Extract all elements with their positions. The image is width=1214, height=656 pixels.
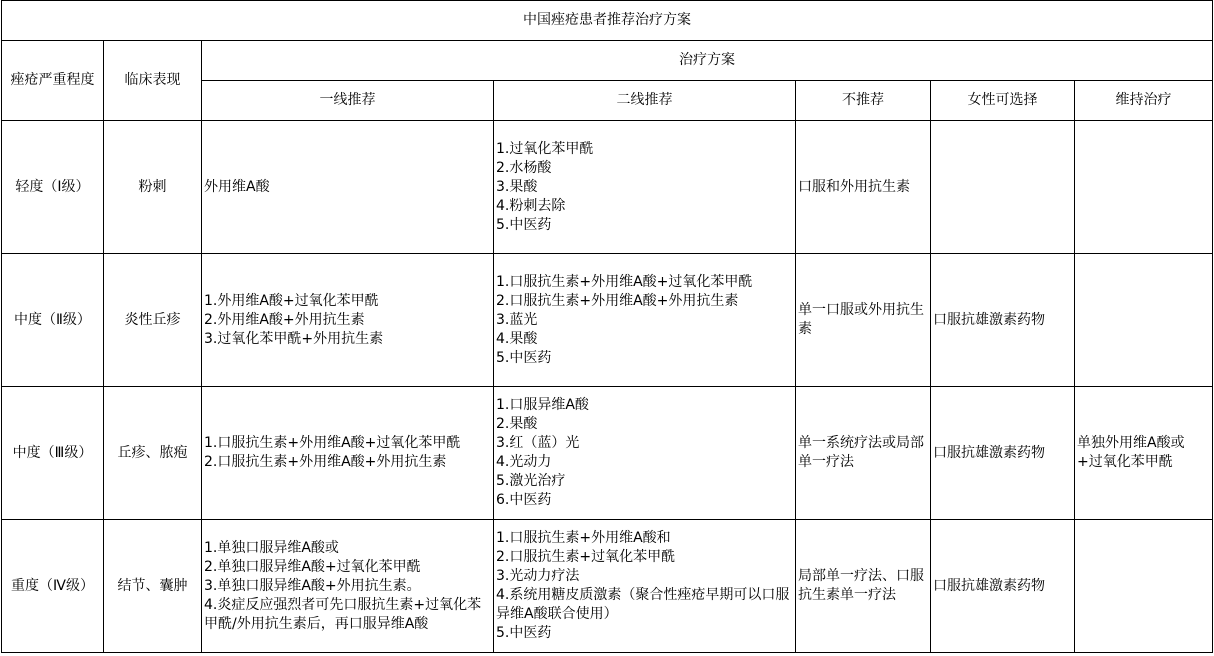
cell-text: 单一系统疗法或局部单一疗法	[798, 435, 924, 470]
list-item: 3.红（蓝）光	[496, 435, 580, 451]
female-option-cell	[931, 387, 1075, 520]
list-item: 3.蓝光	[496, 311, 538, 328]
first-line-cell	[202, 121, 494, 254]
table-row	[2, 254, 1213, 387]
cell-text: 口服抗雄激素药物	[933, 577, 1045, 594]
header-treatment: 治疗方案	[202, 41, 1213, 81]
clinical-cell: 炎性丘疹	[104, 254, 202, 387]
maintenance-cell	[1075, 121, 1213, 254]
list-item: 2.外用维A酸+外用抗生素	[204, 311, 365, 328]
female-option-cell	[931, 520, 1075, 653]
second-line-cell	[494, 387, 796, 520]
list-item: 6.中医药	[496, 492, 552, 508]
list-item: 外用维A酸	[204, 178, 270, 195]
list-item: 4.粉刺去除	[496, 197, 566, 214]
list-item: 3.果酸	[496, 178, 538, 195]
not-recommended-cell	[796, 520, 931, 653]
table-row	[2, 121, 1213, 254]
table-title: 中国痤疮患者推荐治疗方案	[2, 1, 1213, 41]
not-recommended-cell	[796, 121, 931, 254]
not-recommended-cell	[796, 254, 931, 387]
list-item: 3.过氧化苯甲酰+外用抗生素	[204, 330, 384, 347]
list-item: 1.口服抗生素+外用维A酸+过氧化苯甲酰	[496, 273, 753, 290]
cell-text: 单独外用维A酸或+过氧化苯甲酰	[1077, 435, 1185, 470]
maintenance-cell	[1075, 387, 1213, 520]
list-item: 1.过氧化苯甲酰	[496, 140, 594, 157]
list-item: 2.单独口服异维A酸+过氧化苯甲酰	[204, 558, 421, 575]
cell-text: 口服和外用抗生素	[798, 178, 910, 195]
list-item: 5.中医药	[496, 625, 552, 641]
header-severity: 痤疮严重程度	[2, 41, 104, 121]
severity-cell: 中度（Ⅲ级）	[2, 387, 104, 520]
header-first-line: 一线推荐	[202, 81, 494, 121]
list-item: 1.口服抗生素+外用维A酸+过氧化苯甲酰	[204, 435, 461, 451]
list-item: 1.外用维A酸+过氧化苯甲酰	[204, 292, 379, 309]
list-item: 2.水杨酸	[496, 159, 552, 176]
severity-cell: 中度（Ⅱ级）	[2, 254, 104, 387]
maintenance-cell	[1075, 254, 1213, 387]
list-item: 5.中医药	[496, 216, 552, 233]
list-item: 5.激光治疗	[496, 473, 566, 489]
cell-text: 口服抗雄激素药物	[933, 444, 1045, 461]
clinical-cell: 粉刺	[104, 121, 202, 254]
clinical-cell: 结节、囊肿	[104, 520, 202, 653]
list-item: 2.口服抗生素+外用维A酸+外用抗生素	[204, 454, 447, 470]
second-line-cell	[494, 254, 796, 387]
list-item: 5.中医药	[496, 349, 552, 366]
cell-text: 口服抗雄激素药物	[933, 311, 1045, 328]
list-item: 4.光动力	[496, 454, 552, 470]
severity-cell: 轻度（Ⅰ级）	[2, 121, 104, 254]
second-line-cell	[494, 121, 796, 254]
header-not-recommended: 不推荐	[796, 81, 931, 121]
table-row	[2, 520, 1213, 653]
severity-cell: 重度（Ⅳ级）	[2, 520, 104, 653]
list-item: 1.单独口服异维A酸或	[204, 539, 339, 556]
first-line-cell	[202, 254, 494, 387]
clinical-cell: 丘疹、脓疱	[104, 387, 202, 520]
list-item: 2.口服抗生素+外用维A酸+外用抗生素	[496, 292, 739, 309]
header-maintenance: 维持治疗	[1075, 81, 1213, 121]
list-item: 1.口服异维A酸	[496, 397, 589, 413]
header-second-line: 二线推荐	[494, 81, 796, 121]
header-clinical: 临床表现	[104, 41, 202, 121]
table-row	[2, 387, 1213, 520]
second-line-cell	[494, 520, 796, 653]
list-item: 4.系统用糖皮质激素（聚合性痤疮早期可以口服异维A酸联合使用）	[496, 587, 790, 622]
list-item: 4.炎症反应强烈者可先口服抗生素+过氧化苯甲酰/外用抗生素后，再口服异维A酸	[204, 596, 482, 632]
first-line-cell	[202, 520, 494, 653]
header-female-option: 女性可选择	[931, 81, 1075, 121]
list-item: 4.果酸	[496, 330, 538, 347]
not-recommended-cell	[796, 387, 931, 520]
list-item: 3.单独口服异维A酸+外用抗生素。	[204, 577, 421, 594]
female-option-cell	[931, 121, 1075, 254]
list-item: 2.口服抗生素+过氧化苯甲酰	[496, 549, 676, 565]
first-line-cell	[202, 387, 494, 520]
acne-treatment-table	[1, 0, 1213, 653]
cell-text: 局部单一疗法、口服抗生素单一疗法	[798, 568, 924, 603]
list-item: 1.口服抗生素+外用维A酸和	[496, 530, 671, 546]
maintenance-cell	[1075, 520, 1213, 653]
cell-text: 单一口服或外用抗生素	[798, 302, 924, 337]
list-item: 2.果酸	[496, 416, 538, 432]
female-option-cell	[931, 254, 1075, 387]
list-item: 3.光动力疗法	[496, 568, 580, 584]
